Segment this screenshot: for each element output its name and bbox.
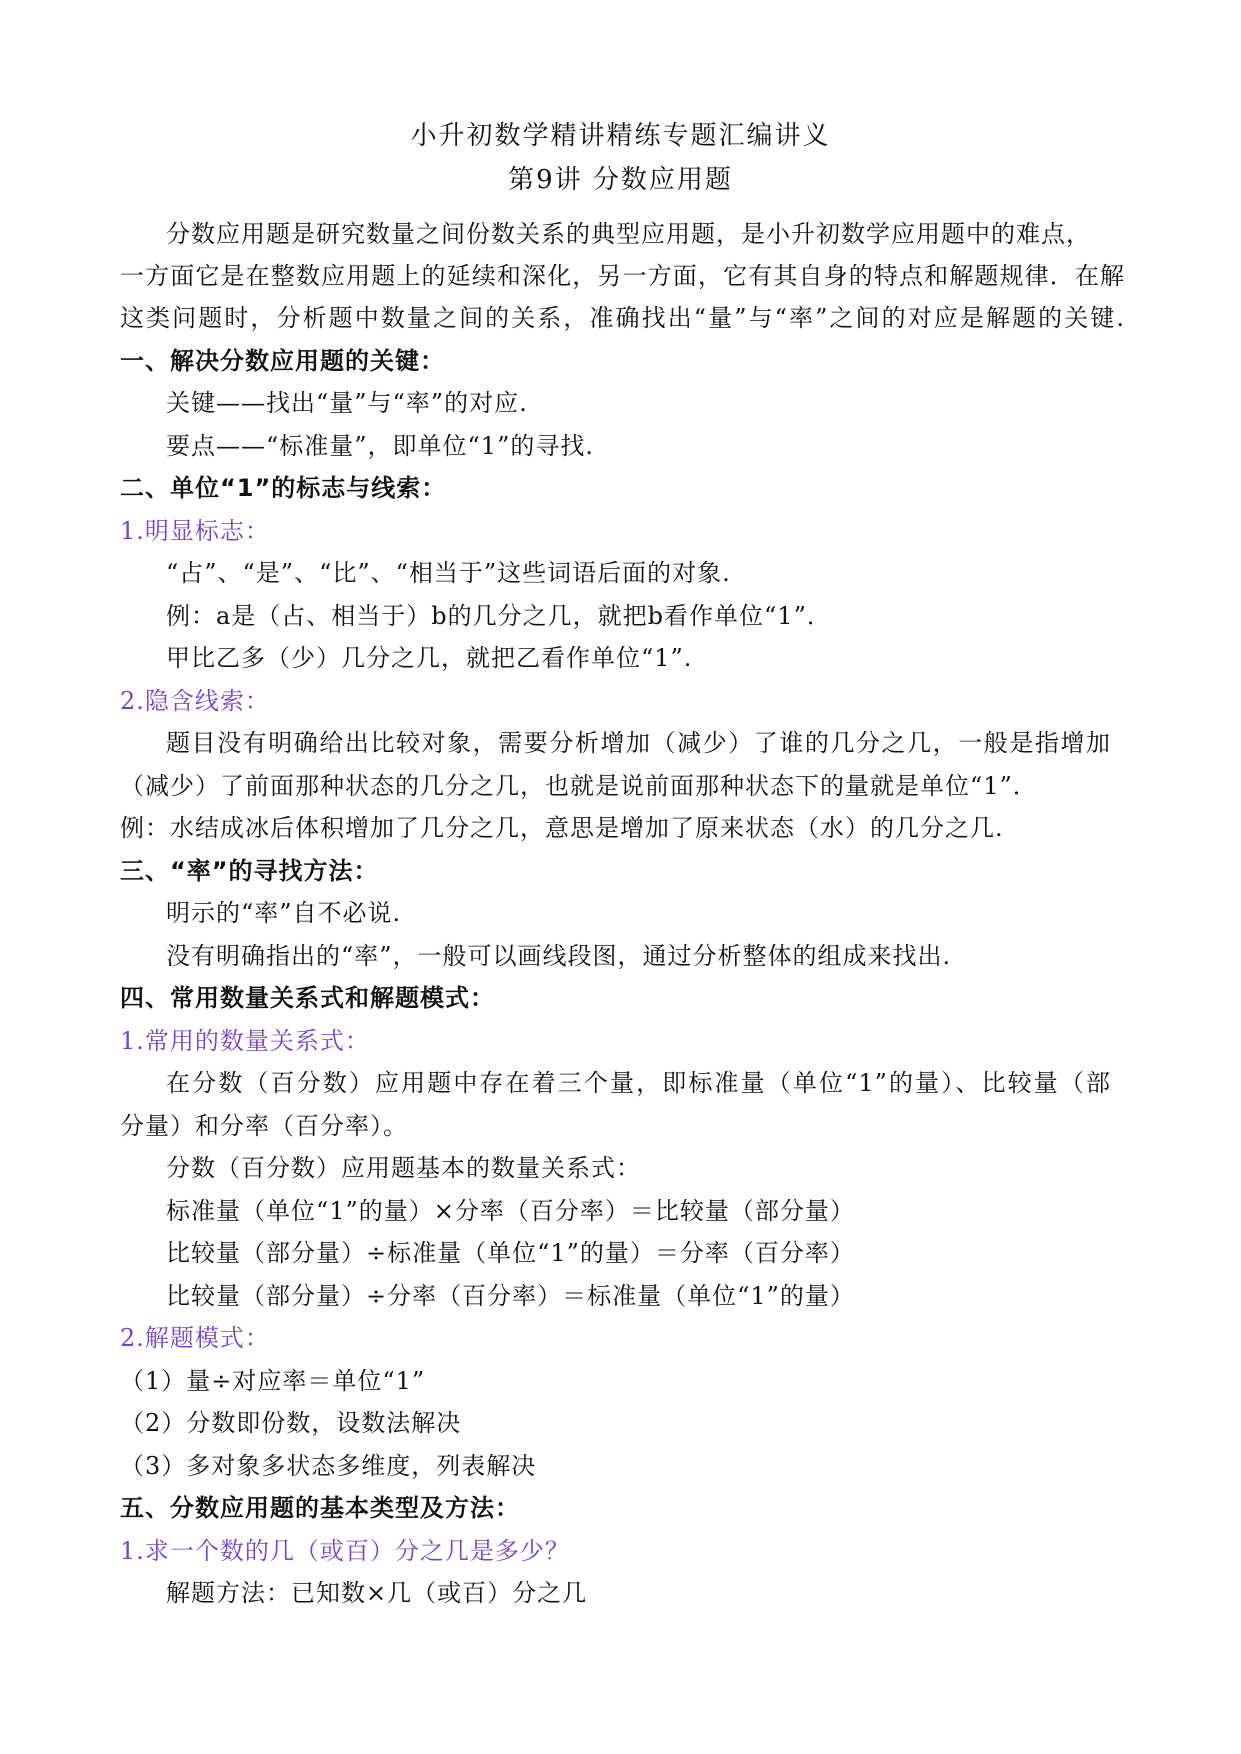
subsection-heading: 1.常用的数量关系式：	[120, 1027, 370, 1055]
body-line: 题目没有明确给出比较对象，需要分析增加（减少）了谁的几分之几，一般是指增加	[166, 729, 1111, 757]
intro-paragraph-line: 一方面它是在整数应用题上的延续和深化，另一方面，它有其自身的特点和解题规律．在解	[120, 262, 1125, 290]
list-item: （2）分数即份数，设数法解决	[120, 1409, 462, 1437]
subsection-heading: 2.解题模式：	[120, 1324, 270, 1352]
body-line: 要点——“标准量”，即单位“1”的寻找.	[166, 432, 594, 460]
list-item: （1）量÷对应率＝单位“1”	[120, 1367, 426, 1395]
body-line: 在分数（百分数）应用题中存在着三个量，即标准量（单位“1”的量）、比较量（部	[166, 1069, 1111, 1097]
subsection-heading: 1.明显标志：	[120, 517, 270, 545]
section-heading: 二、单位“1”的标志与线索：	[120, 474, 447, 502]
body-line: 没有明确指出的“率”，一般可以画线段图，通过分析整体的组成来找出.	[166, 942, 952, 970]
intro-paragraph-line: 分数应用题是研究数量之间份数关系的典型应用题，是小升初数学应用题中的难点，	[166, 220, 1091, 248]
body-line: （减少）了前面那种状态的几分之几，也就是说前面那种状态下的量就是单位“1”．	[120, 772, 1038, 800]
body-line: 关键——找出“量”与“率”的对应.	[166, 389, 528, 417]
body-line: 例：水结成冰后体积增加了几分之几，意思是增加了原来状态（水）的几分之几.	[120, 814, 1004, 842]
list-item: （3）多对象多状态多维度，列表解决	[120, 1452, 537, 1480]
body-line: 明示的“率”自不必说.	[166, 899, 402, 927]
section-heading: 四、常用数量关系式和解题模式：	[120, 984, 495, 1012]
subsection-heading: 1.求一个数的几（或百）分之几是多少？	[120, 1537, 570, 1565]
section-heading: 五、分数应用题的基本类型及方法：	[120, 1494, 520, 1522]
section-heading: 一、解决分数应用题的关键：	[120, 347, 445, 375]
body-line: 分量）和分率（百分率）。	[120, 1112, 408, 1140]
intro-paragraph-line: 这类问题时，分析题中数量之间的关系，准确找出“量”与“率”之间的对应是解题的关键.	[120, 304, 1125, 332]
formula-line: 比较量（部分量）÷标准量（单位“1”的量）＝分率（百分率）	[166, 1239, 855, 1267]
formula-line: 标准量（单位“1”的量）×分率（百分率）＝比较量（部分量）	[166, 1197, 855, 1225]
body-line: 解题方法：已知数×几（或百）分之几	[166, 1579, 588, 1607]
formula-line: 比较量（部分量）÷分率（百分率）＝标准量（单位“1”的量）	[166, 1282, 855, 1310]
section-heading: 三、“率”的寻找方法：	[120, 857, 379, 885]
body-line: 例：a是（占、相当于）b的几分之几，就把b看作单位“1”．	[166, 602, 832, 630]
subsection-heading: 2.隐含线索：	[120, 687, 270, 715]
body-line: 分数（百分数）应用题基本的数量关系式：	[166, 1154, 641, 1182]
document-title: 小升初数学精讲精练专题汇编讲义	[410, 121, 831, 151]
body-line: “占”、“是”、“比”、“相当于”这些词语后面的对象.	[166, 559, 731, 587]
body-line: 甲比乙多（少）几分之几，就把乙看作单位“1”.	[166, 644, 693, 672]
lecture-subtitle: 第9讲 分数应用题	[508, 165, 733, 195]
